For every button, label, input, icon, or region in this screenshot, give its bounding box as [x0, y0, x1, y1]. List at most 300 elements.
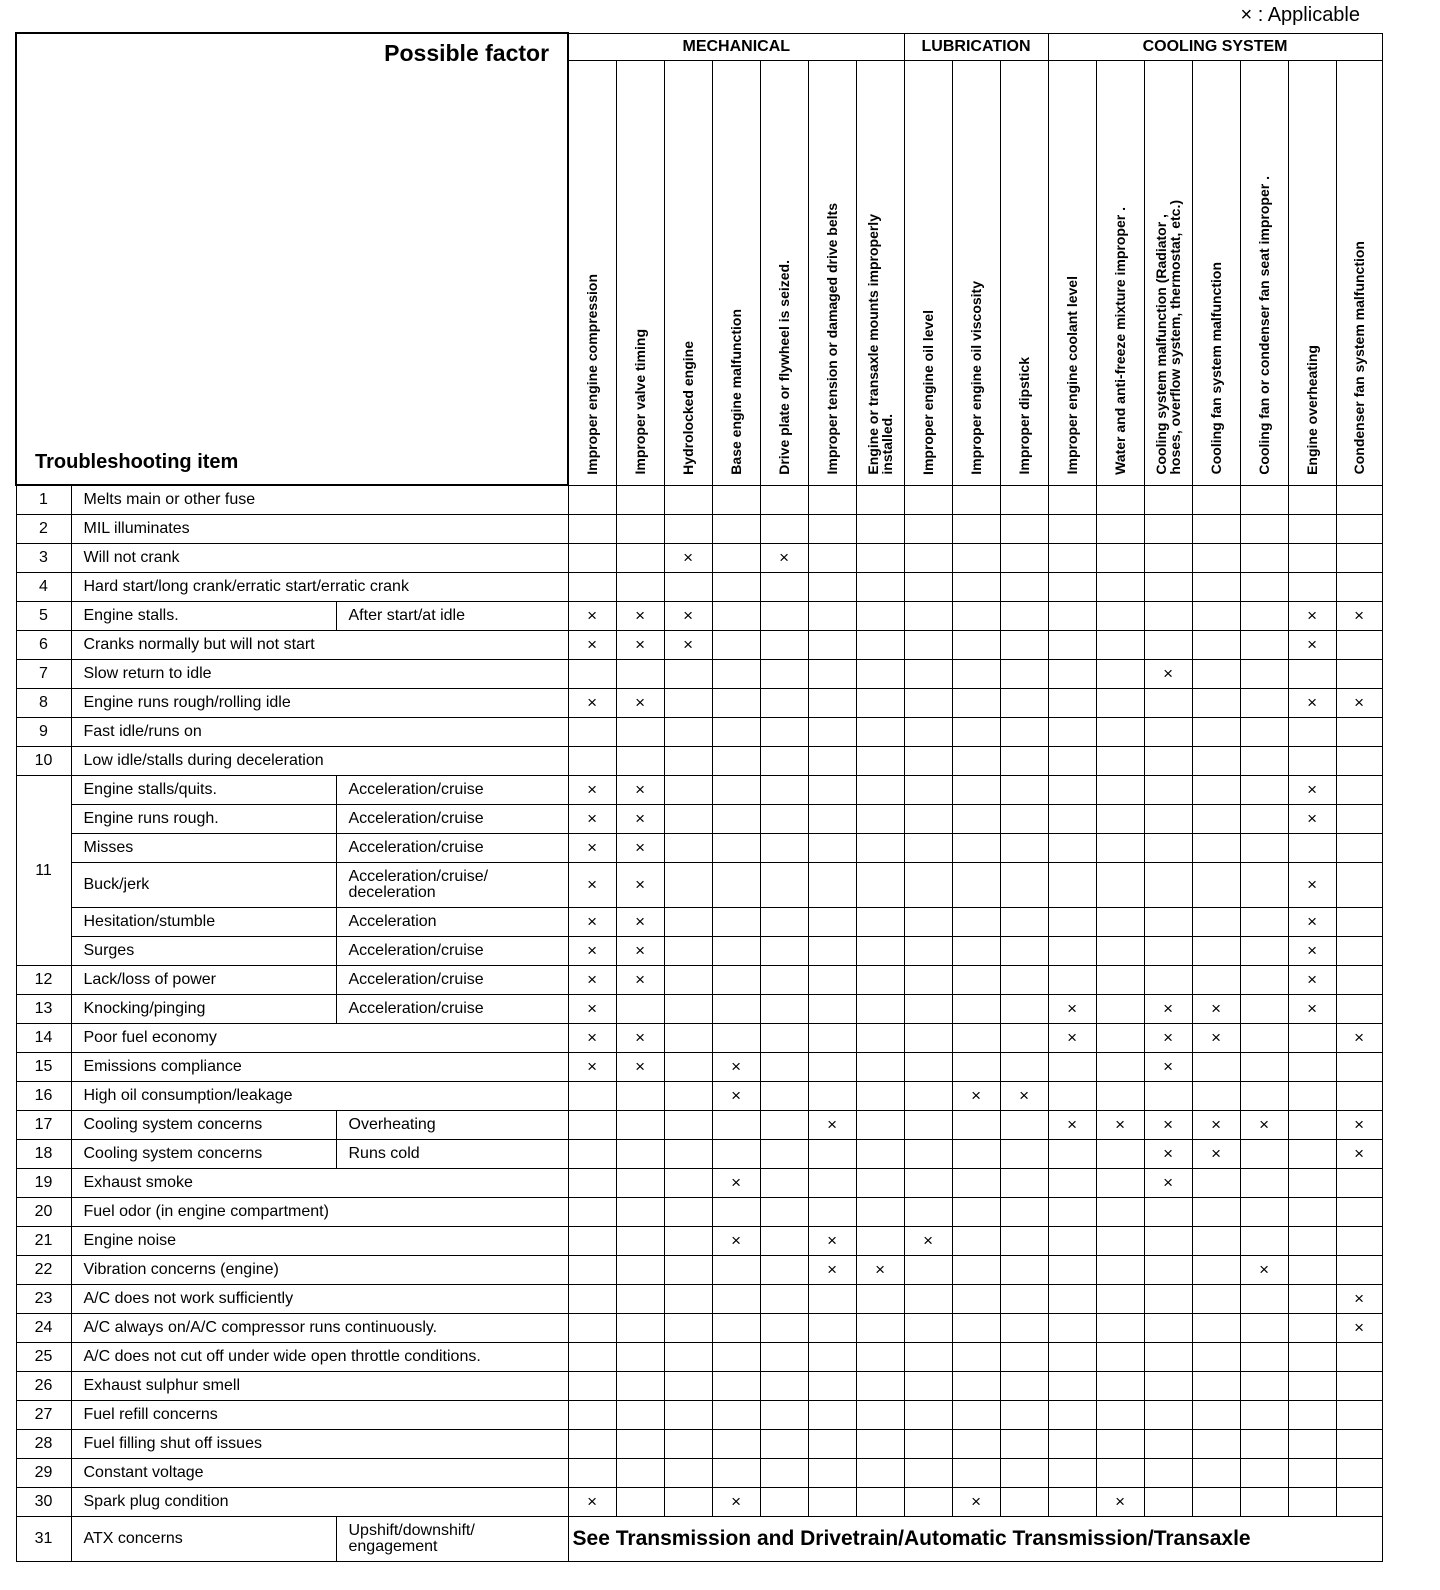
factor-cell: [760, 573, 808, 602]
factor-cell: [616, 485, 664, 515]
table-row: [16, 1314, 1382, 1343]
factor-cell: [952, 573, 1000, 602]
factor-cell: [568, 485, 616, 515]
factor-cell: [712, 1343, 760, 1372]
factor-cell: [1192, 544, 1240, 573]
factor-cell: [1048, 1198, 1096, 1227]
factor-cell: [760, 1227, 808, 1256]
factor-cell: [1000, 1488, 1048, 1517]
factor-cell: [1096, 747, 1144, 776]
factor-cell: [1048, 515, 1096, 544]
table-row: [16, 1488, 1382, 1517]
factor-cell: [760, 1169, 808, 1198]
applicable-mark: ×: [1336, 1140, 1382, 1169]
applicable-mark: ×: [616, 776, 664, 805]
factor-cell: [1144, 1430, 1192, 1459]
factor-cell: [856, 1198, 904, 1227]
table-row: [16, 515, 1382, 544]
table-row: [16, 747, 1382, 776]
factor-cell: [952, 1314, 1000, 1343]
factor-cell: [1336, 834, 1382, 863]
item-condition: Acceleration/cruise: [336, 834, 568, 863]
factor-cell: [760, 602, 808, 631]
row-number: 1: [16, 485, 71, 515]
factor-header-label: Engine or transaxle mounts improperly installed.: [865, 213, 896, 475]
factor-cell: [760, 689, 808, 718]
header-group-row: [16, 33, 1382, 60]
table-row: [16, 1372, 1382, 1401]
troubleshooting-item: Spark plug condition: [71, 1488, 568, 1517]
factor-cell: [1096, 1140, 1144, 1169]
item-condition: Acceleration: [336, 908, 568, 937]
factor-cell: [712, 908, 760, 937]
factor-cell: [1288, 1227, 1336, 1256]
factor-cell: [1288, 1488, 1336, 1517]
factor-header-label: Base engine malfunction: [728, 308, 745, 475]
troubleshooting-item: A/C does not cut off under wide open throttle conditions.: [71, 1343, 568, 1372]
factor-cell: [664, 1430, 712, 1459]
factor-cell: [952, 1343, 1000, 1372]
factor-cell: [1144, 544, 1192, 573]
factor-header-label: Hydrolocked engine: [680, 340, 697, 475]
factor-cell: [1048, 834, 1096, 863]
factor-cell: [856, 515, 904, 544]
applicable-mark: ×: [568, 1053, 616, 1082]
factor-cell: [856, 1430, 904, 1459]
factor-cell: [1288, 485, 1336, 515]
factor-cell: [1336, 747, 1382, 776]
row-number: 17: [16, 1111, 71, 1140]
factor-header-label: Improper engine oil level: [920, 309, 937, 475]
factor-cell: [904, 1053, 952, 1082]
applicable-mark: ×: [616, 834, 664, 863]
factor-cell: [1240, 1488, 1288, 1517]
factor-cell: [1240, 544, 1288, 573]
factor-cell: [904, 1459, 952, 1488]
applicable-mark: ×: [616, 689, 664, 718]
factor-cell: [664, 1285, 712, 1314]
row-number: 3: [16, 544, 71, 573]
applicable-mark: ×: [1144, 1169, 1192, 1198]
factor-cell: [664, 485, 712, 515]
row-number: 31: [16, 1517, 71, 1562]
factor-cell: [1240, 834, 1288, 863]
table-row: [16, 544, 1382, 573]
factor-cell: [904, 1314, 952, 1343]
factor-cell: [712, 660, 760, 689]
factor-cell: [664, 863, 712, 908]
factor-cell: [664, 1082, 712, 1111]
factor-cell: [904, 573, 952, 602]
factor-cell: [1336, 660, 1382, 689]
factor-cell: [616, 1372, 664, 1401]
table-row: [16, 1430, 1382, 1459]
troubleshooting-item: Poor fuel economy: [71, 1024, 568, 1053]
item-condition: Overheating: [336, 1111, 568, 1140]
factor-cell: [1240, 966, 1288, 995]
factor-cell: [1048, 573, 1096, 602]
factor-cell: [1048, 1082, 1096, 1111]
factor-cell: [952, 805, 1000, 834]
factor-cell: [808, 1140, 856, 1169]
table-row: [16, 1140, 1382, 1169]
factor-cell: [856, 863, 904, 908]
factor-header: [760, 60, 808, 485]
factor-cell: [712, 1401, 760, 1430]
factor-cell: [1000, 515, 1048, 544]
factor-cell: [904, 689, 952, 718]
factor-cell: [1096, 689, 1144, 718]
factor-cell: [1336, 863, 1382, 908]
troubleshooting-item: Emissions compliance: [71, 1053, 568, 1082]
applicable-mark: ×: [1288, 908, 1336, 937]
factor-cell: [1000, 1401, 1048, 1430]
factor-cell: [1192, 966, 1240, 995]
factor-cell: [1288, 1401, 1336, 1430]
applicable-mark: ×: [1288, 805, 1336, 834]
factor-cell: [1240, 1372, 1288, 1401]
factor-cell: [1048, 602, 1096, 631]
factor-cell: [664, 689, 712, 718]
factor-cell: [1336, 1169, 1382, 1198]
factor-cell: [1192, 485, 1240, 515]
factor-cell: [1288, 834, 1336, 863]
table-row: [16, 1024, 1382, 1053]
factor-cell: [1096, 544, 1144, 573]
troubleshooting-item: Hard start/long crank/erratic start/erratic crank: [71, 573, 568, 602]
factor-cell: [1048, 805, 1096, 834]
factor-cell: [1048, 966, 1096, 995]
row-number: 25: [16, 1343, 71, 1372]
factor-header: [1144, 60, 1192, 485]
factor-cell: [568, 1169, 616, 1198]
item-condition: Acceleration/cruise: [336, 937, 568, 966]
factor-cell: [664, 995, 712, 1024]
factor-header: [616, 60, 664, 485]
factor-cell: [1096, 718, 1144, 747]
factor-cell: [664, 1256, 712, 1285]
factor-cell: [1000, 660, 1048, 689]
troubleshooting-item: High oil consumption/leakage: [71, 1082, 568, 1111]
factor-cell: [712, 1372, 760, 1401]
applicable-mark: ×: [568, 995, 616, 1024]
factor-cell: [1240, 573, 1288, 602]
applicable-mark: ×: [712, 1227, 760, 1256]
factor-cell: [616, 1198, 664, 1227]
factor-group-header: MECHANICAL: [568, 33, 904, 60]
factor-cell: [1144, 515, 1192, 544]
troubleshooting-item: Engine runs rough.: [71, 805, 336, 834]
row-number: 15: [16, 1053, 71, 1082]
applicable-mark: ×: [568, 1488, 616, 1517]
applicable-mark: ×: [808, 1256, 856, 1285]
factor-cell: [616, 1401, 664, 1430]
factor-cell: [712, 1024, 760, 1053]
factor-cell: [808, 747, 856, 776]
factor-cell: [568, 1140, 616, 1169]
table-row: [16, 602, 1382, 631]
factor-cell: [952, 747, 1000, 776]
factor-cell: [904, 1401, 952, 1430]
factor-cell: [952, 1111, 1000, 1140]
row-number: 19: [16, 1169, 71, 1198]
legend: × : Applicable: [1240, 4, 1360, 26]
row-number: 20: [16, 1198, 71, 1227]
table-row: [16, 1459, 1382, 1488]
troubleshooting-item: Cooling system concerns: [71, 1111, 336, 1140]
factor-cell: [1000, 805, 1048, 834]
factor-cell: [664, 1169, 712, 1198]
factor-cell: [1144, 1314, 1192, 1343]
factor-header: [904, 60, 952, 485]
factor-cell: [1192, 834, 1240, 863]
factor-cell: [1000, 631, 1048, 660]
row-number: 14: [16, 1024, 71, 1053]
factor-cell: [1000, 1343, 1048, 1372]
troubleshooting-item: Cooling system concerns: [71, 1140, 336, 1169]
factor-cell: [904, 602, 952, 631]
troubleshooting-item: Melts main or other fuse: [71, 485, 568, 515]
item-condition: Upshift/downshift/ engagement: [336, 1517, 568, 1562]
factor-cell: [1096, 1169, 1144, 1198]
factor-cell: [904, 1111, 952, 1140]
factor-cell: [856, 966, 904, 995]
factor-header-label: Water and anti-freeze mixture improper .: [1112, 206, 1129, 475]
factor-cell: [1144, 1488, 1192, 1517]
troubleshooting-item: Engine runs rough/rolling idle: [71, 689, 568, 718]
factor-cell: [952, 660, 1000, 689]
factor-cell: [1000, 689, 1048, 718]
factor-cell: [952, 937, 1000, 966]
factor-cell: [1288, 544, 1336, 573]
factor-cell: [856, 485, 904, 515]
factor-cell: [1096, 776, 1144, 805]
factor-cell: [1144, 1227, 1192, 1256]
troubleshooting-item: Low idle/stalls during deceleration: [71, 747, 568, 776]
item-condition: Acceleration/cruise: [336, 776, 568, 805]
factor-cell: [568, 1082, 616, 1111]
factor-cell: [568, 515, 616, 544]
factor-cell: [1096, 1430, 1144, 1459]
factor-cell: [904, 995, 952, 1024]
factor-cell: [1336, 1227, 1382, 1256]
factor-cell: [904, 834, 952, 863]
factor-cell: [1288, 1285, 1336, 1314]
factor-cell: [808, 660, 856, 689]
see-reference: See Transmission and Drivetrain/Automatic Transmission/Transaxle: [568, 1517, 1382, 1562]
factor-cell: [568, 747, 616, 776]
troubleshooting-item: Slow return to idle: [71, 660, 568, 689]
factor-header-label: Improper valve timing: [632, 329, 649, 475]
applicable-mark: ×: [1288, 689, 1336, 718]
troubleshooting-item: Exhaust smoke: [71, 1169, 568, 1198]
factor-cell: [1144, 937, 1192, 966]
factor-cell: [1096, 966, 1144, 995]
factor-cell: [952, 776, 1000, 805]
row-number: 2: [16, 515, 71, 544]
factor-cell: [952, 1140, 1000, 1169]
factor-cell: [1288, 1430, 1336, 1459]
factor-cell: [1192, 937, 1240, 966]
applicable-mark: ×: [1288, 631, 1336, 660]
applicable-mark: ×: [616, 602, 664, 631]
factor-cell: [1144, 1459, 1192, 1488]
factor-cell: [856, 544, 904, 573]
factor-cell: [1192, 1459, 1240, 1488]
factor-cell: [1240, 1053, 1288, 1082]
applicable-mark: ×: [616, 631, 664, 660]
troubleshooting-item: Misses: [71, 834, 336, 863]
factor-cell: [1336, 1401, 1382, 1430]
factor-cell: [1144, 908, 1192, 937]
factor-cell: [712, 805, 760, 834]
factor-cell: [1336, 1053, 1382, 1082]
factor-header-label: Improper engine compression: [584, 273, 601, 475]
factor-cell: [1192, 1372, 1240, 1401]
factor-cell: [904, 544, 952, 573]
factor-cell: [664, 1140, 712, 1169]
factor-header-label: Condenser fan system malfunction: [1351, 241, 1368, 475]
factor-cell: [616, 1314, 664, 1343]
factor-cell: [1096, 573, 1144, 602]
factor-cell: [904, 660, 952, 689]
factor-cell: [568, 1256, 616, 1285]
troubleshooting-item: Fast idle/runs on: [71, 718, 568, 747]
factor-cell: [1288, 660, 1336, 689]
factor-cell: [664, 908, 712, 937]
factor-cell: [712, 966, 760, 995]
applicable-mark: ×: [1336, 1024, 1382, 1053]
applicable-mark: ×: [808, 1227, 856, 1256]
factor-cell: [808, 1430, 856, 1459]
applicable-mark: ×: [1144, 1053, 1192, 1082]
factor-cell: [616, 660, 664, 689]
factor-cell: [712, 602, 760, 631]
factor-cell: [1048, 1285, 1096, 1314]
table-row: [16, 485, 1382, 515]
troubleshooting-item: Fuel filling shut off issues: [71, 1430, 568, 1459]
table-row: [16, 1198, 1382, 1227]
factor-cell: [808, 1401, 856, 1430]
factor-cell: [760, 834, 808, 863]
factor-cell: [712, 544, 760, 573]
factor-cell: [1192, 1053, 1240, 1082]
factor-cell: [664, 1459, 712, 1488]
factor-cell: [808, 966, 856, 995]
factor-cell: [1000, 863, 1048, 908]
factor-cell: [808, 631, 856, 660]
factor-cell: [856, 995, 904, 1024]
applicable-mark: ×: [568, 937, 616, 966]
factor-cell: [1096, 1459, 1144, 1488]
factor-cell: [952, 1459, 1000, 1488]
applicable-mark: ×: [712, 1053, 760, 1082]
factor-cell: [1144, 689, 1192, 718]
applicable-mark: ×: [1288, 937, 1336, 966]
factor-cell: [712, 776, 760, 805]
factor-cell: [1096, 631, 1144, 660]
factor-cell: [760, 1140, 808, 1169]
applicable-mark: ×: [616, 937, 664, 966]
factor-cell: [952, 863, 1000, 908]
factor-cell: [1000, 602, 1048, 631]
factor-cell: [952, 1169, 1000, 1198]
applicable-mark: ×: [1144, 660, 1192, 689]
factor-cell: [616, 1227, 664, 1256]
applicable-mark: ×: [568, 602, 616, 631]
table-row: [16, 937, 1382, 966]
factor-cell: [1000, 966, 1048, 995]
factor-cell: [1144, 1285, 1192, 1314]
factor-cell: [1240, 689, 1288, 718]
factor-cell: [808, 1488, 856, 1517]
factor-cell: [1000, 1459, 1048, 1488]
factor-cell: [1048, 718, 1096, 747]
factor-cell: [1000, 995, 1048, 1024]
factor-cell: [904, 1343, 952, 1372]
table-row: [16, 776, 1382, 805]
row-number: 5: [16, 602, 71, 631]
factor-cell: [568, 1111, 616, 1140]
row-number: 13: [16, 995, 71, 1024]
factor-cell: [1096, 863, 1144, 908]
factor-header: [1192, 60, 1240, 485]
factor-cell: [856, 1401, 904, 1430]
factor-cell: [568, 1198, 616, 1227]
factor-cell: [1096, 1198, 1144, 1227]
factor-cell: [808, 863, 856, 908]
factor-cell: [1240, 937, 1288, 966]
factor-cell: [808, 1198, 856, 1227]
applicable-mark: ×: [664, 602, 712, 631]
factor-cell: [1336, 1343, 1382, 1372]
item-condition: After start/at idle: [336, 602, 568, 631]
factor-cell: [568, 1401, 616, 1430]
factor-cell: [808, 1372, 856, 1401]
applicable-mark: ×: [1240, 1256, 1288, 1285]
applicable-mark: ×: [568, 805, 616, 834]
factor-cell: [808, 1169, 856, 1198]
factor-cell: [808, 937, 856, 966]
factor-cell: [1048, 1372, 1096, 1401]
applicable-mark: ×: [568, 631, 616, 660]
factor-cell: [1144, 1256, 1192, 1285]
table-row: [16, 966, 1382, 995]
factor-cell: [952, 1227, 1000, 1256]
factor-cell: [664, 937, 712, 966]
factor-cell: [760, 937, 808, 966]
factor-cell: [1000, 908, 1048, 937]
factor-cell: [1288, 1169, 1336, 1198]
factor-cell: [1144, 485, 1192, 515]
factor-cell: [1240, 1430, 1288, 1459]
factor-cell: [1336, 1430, 1382, 1459]
factor-cell: [856, 573, 904, 602]
factor-cell: [1144, 805, 1192, 834]
factor-cell: [808, 1314, 856, 1343]
factor-cell: [1000, 1314, 1048, 1343]
factor-cell: [760, 908, 808, 937]
factor-cell: [712, 1111, 760, 1140]
factor-cell: [664, 1053, 712, 1082]
factor-cell: [1048, 689, 1096, 718]
factor-cell: [1240, 631, 1288, 660]
factor-cell: [1096, 1372, 1144, 1401]
factor-cell: [904, 1024, 952, 1053]
troubleshooting-item: Constant voltage: [71, 1459, 568, 1488]
factor-cell: [664, 747, 712, 776]
factor-cell: [760, 863, 808, 908]
